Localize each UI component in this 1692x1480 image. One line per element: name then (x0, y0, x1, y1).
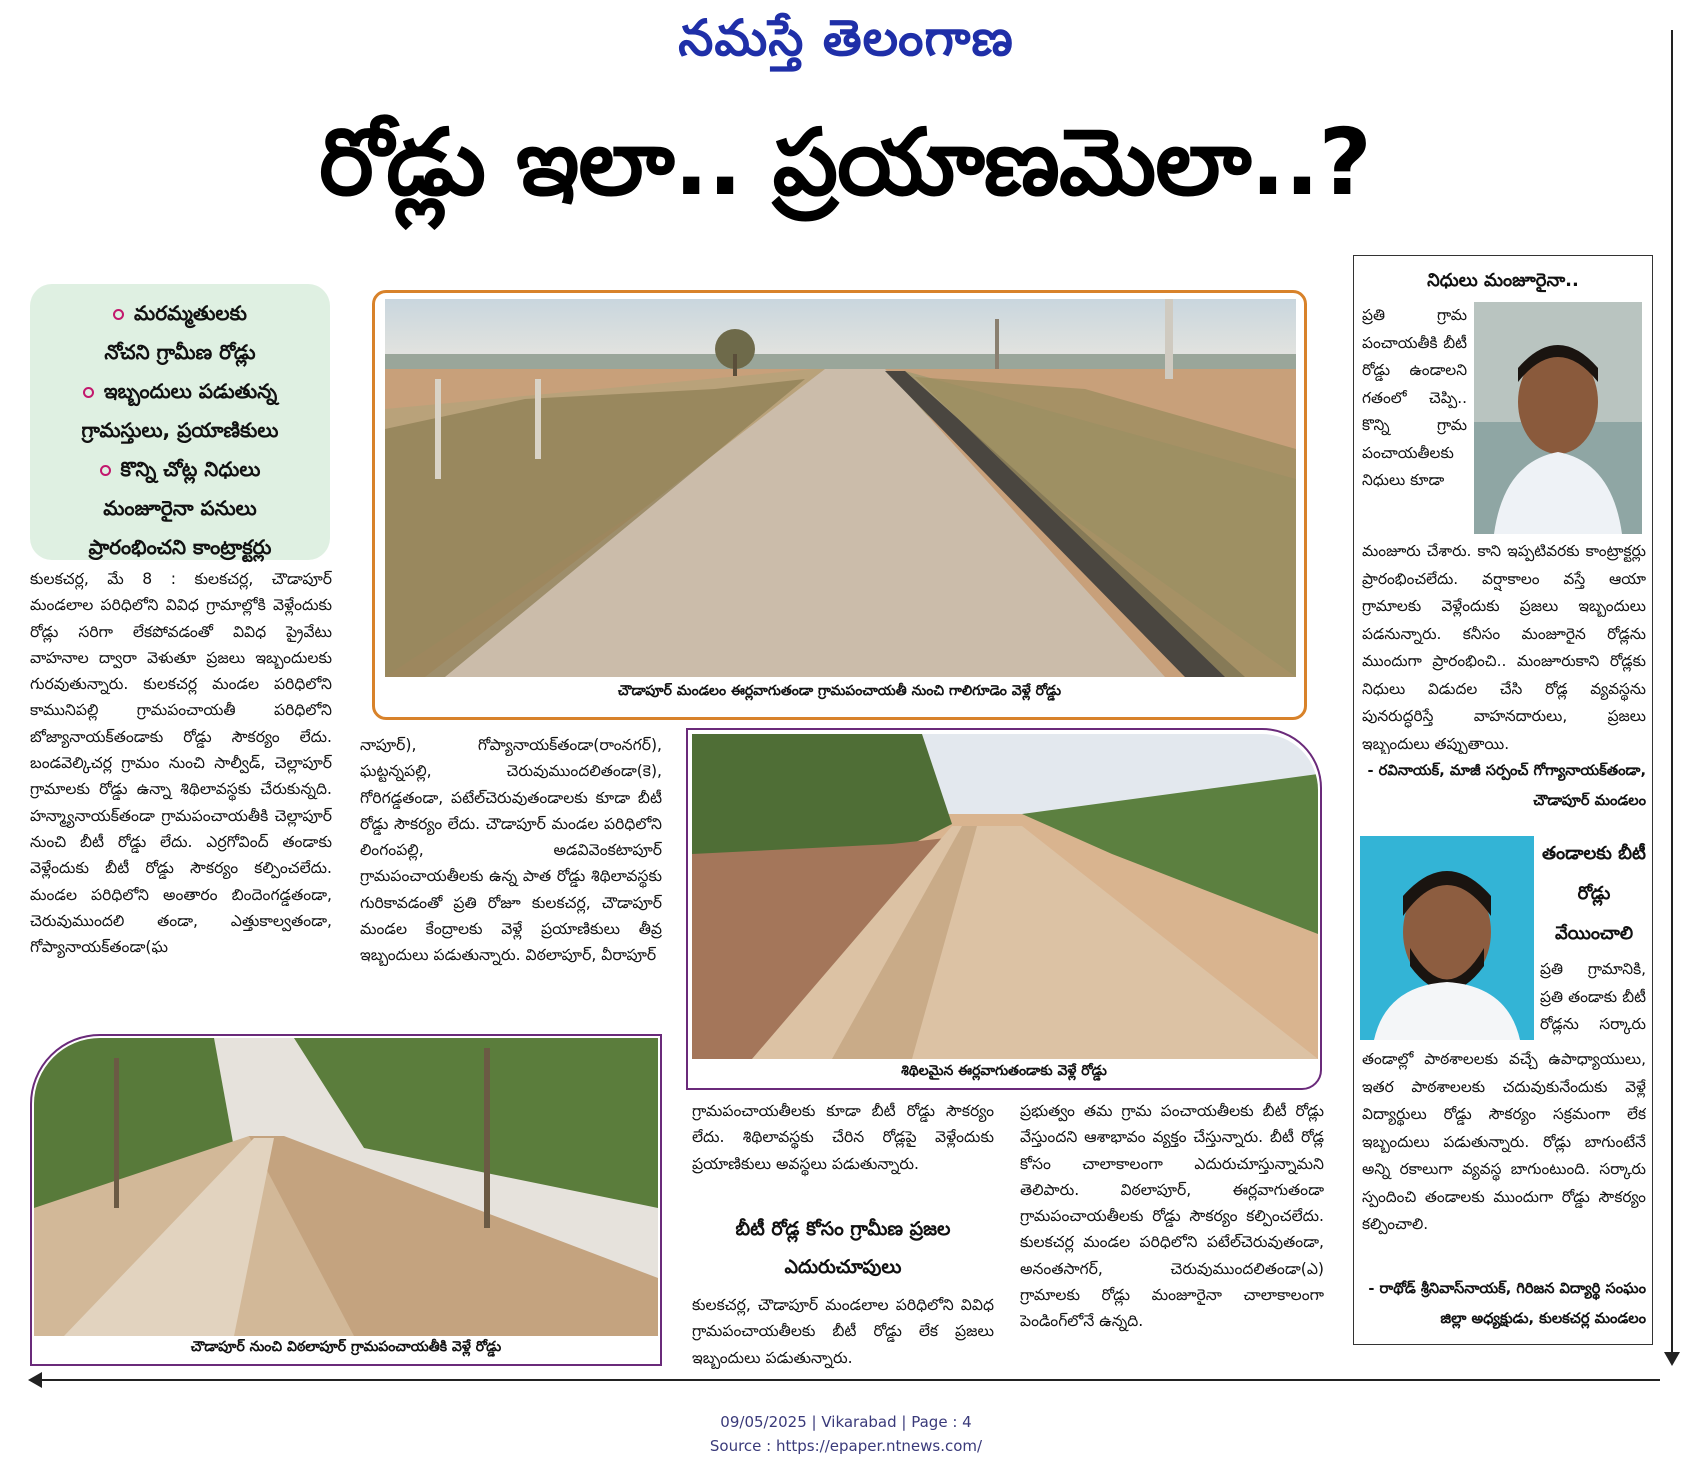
avatar-ravinayak (1474, 302, 1642, 534)
photo-caption-1: చౌడాపూర్ మండలం ఈర్లవాగుతండా గ్రామపంచాయతీ నుంచి గాలిగూడెం వెళ్లే రోడ్డు (617, 683, 1062, 699)
photo-frame-3 (30, 1034, 662, 1366)
sidebar-quote-1: - రవినాయక్, మాజీ సర్పంచ్ గోగ్యానాయక్‌తండా, చౌడాపూర్ మండలం (1367, 762, 1646, 809)
road-photo-3 (34, 1038, 658, 1336)
highlight-item: కొన్ని చోట్ల నిధులు (38, 450, 322, 489)
sidebar-title: నిధులు మంజూరైనా.. (1427, 270, 1579, 291)
footer (0, 1410, 1692, 1458)
footer-dateline: 09/05/2025 | Vikarabad | Page : 4 (720, 1413, 972, 1431)
highlight-item-cont: గ్రామస్తులు, ప్రయాణికులు (81, 418, 279, 442)
article-column-3: గ్రామపంచాయతీలకు కూడా బీటీ రోడ్డు సౌకర్యం లేదు. శిథిలావస్థకు చేరిన రోడ్లపై వెళ్లేందుకు ప్రయాణికులు అవస్థలు పడుతున్నారు. (692, 1102, 994, 1173)
road-photo-1 (385, 299, 1296, 677)
left-arrow-icon (28, 1372, 42, 1388)
bullet-icon (113, 309, 124, 320)
article-column-3b: కులకచర్ల, చౌడాపూర్ మండలాల పరిధిలోని వివిధ గ్రామపంచాయతీలకు బీటీ రోడ్డు లేక ప్రజలు ఇబ్బందులు పడుతున్నారు. (692, 1296, 994, 1367)
highlight-item: ఇబ్బందులు పడుతున్న (38, 372, 322, 411)
highlight-item-cont: మంజూరైనా పనులు (103, 496, 257, 520)
article-subhead: బీటీ రోడ్ల కోసం గ్రామీణ ప్రజల ఎదురుచూపులు (735, 1218, 951, 1278)
photo-caption-3: చౌడాపూర్ నుంచి విఠలాపూర్ గ్రామపంచాయతీకి వెళ్లే రోడ్డు (190, 1339, 502, 1355)
sidebar-title-2: తండాలకు బీటీ రోడ్లు వేయించాలి (1542, 843, 1646, 944)
highlight-item-cont: ప్రారంభించని కాంట్రాక్టర్లు (88, 535, 272, 559)
sidebar-para-2-wrap: ప్రతి గ్రామానికి, ప్రతి తండాకు బీటీ రోడ్లను సర్కారు (1540, 960, 1646, 1033)
sidebar-para-2: తండాల్లో పాఠశాలలకు వచ్చే ఉపాధ్యాయులు, ఇతర పాఠశాలలకు చదువుకునేందుకు వెళ్లే విద్యార్థులు రోడ్డు సౌకర్యం సక్రమంగా లేక ఇబ్బందులు పడుతున్నారు. రోడ్లు బాగుంటేనే అన్ని రకాలుగా వ్యవస్థ బాగుంటుంది. సర్కారు స్పందించి తండాలకు ముందుగా రోడ్డు సౌకర్యం కల్పించాలి. (1362, 1050, 1646, 1233)
sidebar-para-1: మంజూరు చేశారు. కాని ఇప్పటివరకు కాంట్రాక్టర్లు ప్రారంభించలేదు. వర్షాకాలం వస్తే ఆయా గ్రామాలకు వెళ్లేందుకు ప్రజలు ఇబ్బందులు పడనున్నారు. కనీసం మంజూరైన రోడ్లను ముందుగా ప్రారంభించి.. మంజూరుకాని రోడ్లకు నిధులు విడుదల చేసి రోడ్ల వ్యవస్థను పునరుద్ధరిస్తే వాహనదారులు, ప్రజలు ఇబ్బందులు తప్పుతాయి. (1362, 542, 1646, 753)
sidebar-quote-2: - రాథోడ్ శ్రీనివాస్‌నాయక్, గిరిజన విద్యార్థి సంఘం జిల్లా అధ్యక్షుడు, కులకచర్ల మండలం (1368, 1280, 1646, 1327)
masthead-title: నమస్తే తెలంగాణ (678, 8, 1014, 67)
sidebar-para-1-wrap: ప్రతి గ్రామ పంచాయతీకి బీటీ రోడ్డు ఉండాలని గతంలో చెప్పి.. కొన్ని గ్రామ పంచాయతీలకు నిధులు కూడా (1362, 306, 1467, 489)
footer-source: Source : https://epaper.ntnews.com/ (709, 1437, 983, 1455)
road-photo-2 (692, 734, 1318, 1059)
article-column-4: ప్రభుత్వం తమ గ్రామ పంచాయతీలకు బీటీ రోడ్లు వేస్తుందని ఆశాభావం వ్యక్తం చేస్తున్నారు. బీటీ రోడ్ల కోసం చాలాకాలంగా ఎదురుచూస్తున్నామని తెలిపారు. విఠలాపూర్, ఈర్లవాగుతండా గ్రామపంచాయతీలకు రోడ్డు సౌకర్యం కల్పించలేదు. కులకచర్ల మండల పరిధిలోని పటేల్‌చెరువుతండా, అనంతసాగర్, చెరువుముందలితండా(ఎ) గ్రామాలకు రోడ్లు మంజూరైనా చాలాకాలంగా పెండింగ్‌లోనే ఉన్నది. (1020, 1102, 1324, 1331)
sidebar-box (1353, 255, 1653, 1345)
bullet-icon (100, 465, 111, 476)
right-rule (1671, 30, 1673, 1360)
masthead (0, 8, 1692, 80)
down-arrow-icon (1664, 1352, 1680, 1366)
highlights-box (30, 284, 330, 560)
highlight-item-cont: నోచని గ్రామీణ రోడ్లు (104, 340, 256, 364)
highlight-item: మరమ్మతులకు (38, 294, 322, 333)
photo-caption-2: శిథిలమైన ఈర్లవాగుతండాకు వెళ్లే రోడ్డు (901, 1063, 1107, 1079)
article-column-1: కులకచర్ల, మే 8 : కులకచర్ల, చౌడాపూర్ మండలాల పరిధిలోని వివిధ గ్రామాల్లోకి వెళ్లేందుకు రోడ్లు సరిగా లేకపోవడంతో వివిధ ప్రైవేటు వాహనాల ద్వారా వెళుతూ ప్రజలు ఇబ్బందులకు గురవుతున్నారు. కులకచర్ల మండల పరిధిలోని కామునిపల్లి గ్రామపంచాయతీ పరిధిలోని బోజ్యానాయక్‌తండాకు రోడ్డు సౌకర్యం లేదు. బండవెల్కిచర్ల గ్రామం నుంచి సాల్వీడ్, చెల్లాపూర్ గ్రామాలకు రోడ్డు ఉన్నా శిథిలావస్థకు చేరుకున్నది. హన్మ్యానాయక్‌తండా గ్రామపంచాయతీకి చెల్లాపూర్ నుంచి బీటీ రోడ్డు లేదు. ఎర్రగోవింద్ తండాకు వెళ్లేందుకు బీటీ రోడ్డు సౌకర్యం కల్పించలేదు. మండల పరిధిలోని అంతారం బిందెంగడ్డతండా, చెరువుముందలి తండా, ఎత్తుకాల్వతండా, గోప్యానాయక్‌తండా(ఘ (30, 570, 332, 957)
bottom-rule (30, 1379, 1660, 1381)
avatar-srinivasnayak (1360, 836, 1534, 1040)
article-column-2: నాపూర్), గోప్యానాయక్‌తండా(రాంనగర్), ఘట్టన్నపల్లి, చెరువుముందలితండా(కె), గోరిగడ్డతండా, పటేల్‌చెరువుతండాలకు కూడా బీటీ రోడ్డు సౌకర్యం లేదు. చౌడాపూర్ మండల పరిధిలోని లింగంపల్లి, అడవివెంకటాపూర్ గ్రామపంచాయతీలకు ఉన్న పాత రోడ్డు శిథిలావస్థకు గురికావడంతో ప్రతి రోజూ కులకచర్ల, చౌడాపూర్ మండల కేంద్రాలకు వెళ్లే ప్రయాణికులు తీవ్ర ఇబ్బందులు పడుతున్నారు. విఠలాపూర్, వీరాపూర్ (360, 736, 662, 965)
bullet-icon (83, 387, 94, 398)
photo-frame-1 (372, 290, 1307, 720)
headline: రోడ్లు ఇలా.. ప్రయాణమెలా..? (319, 109, 1371, 216)
photo-frame-2 (686, 728, 1322, 1090)
